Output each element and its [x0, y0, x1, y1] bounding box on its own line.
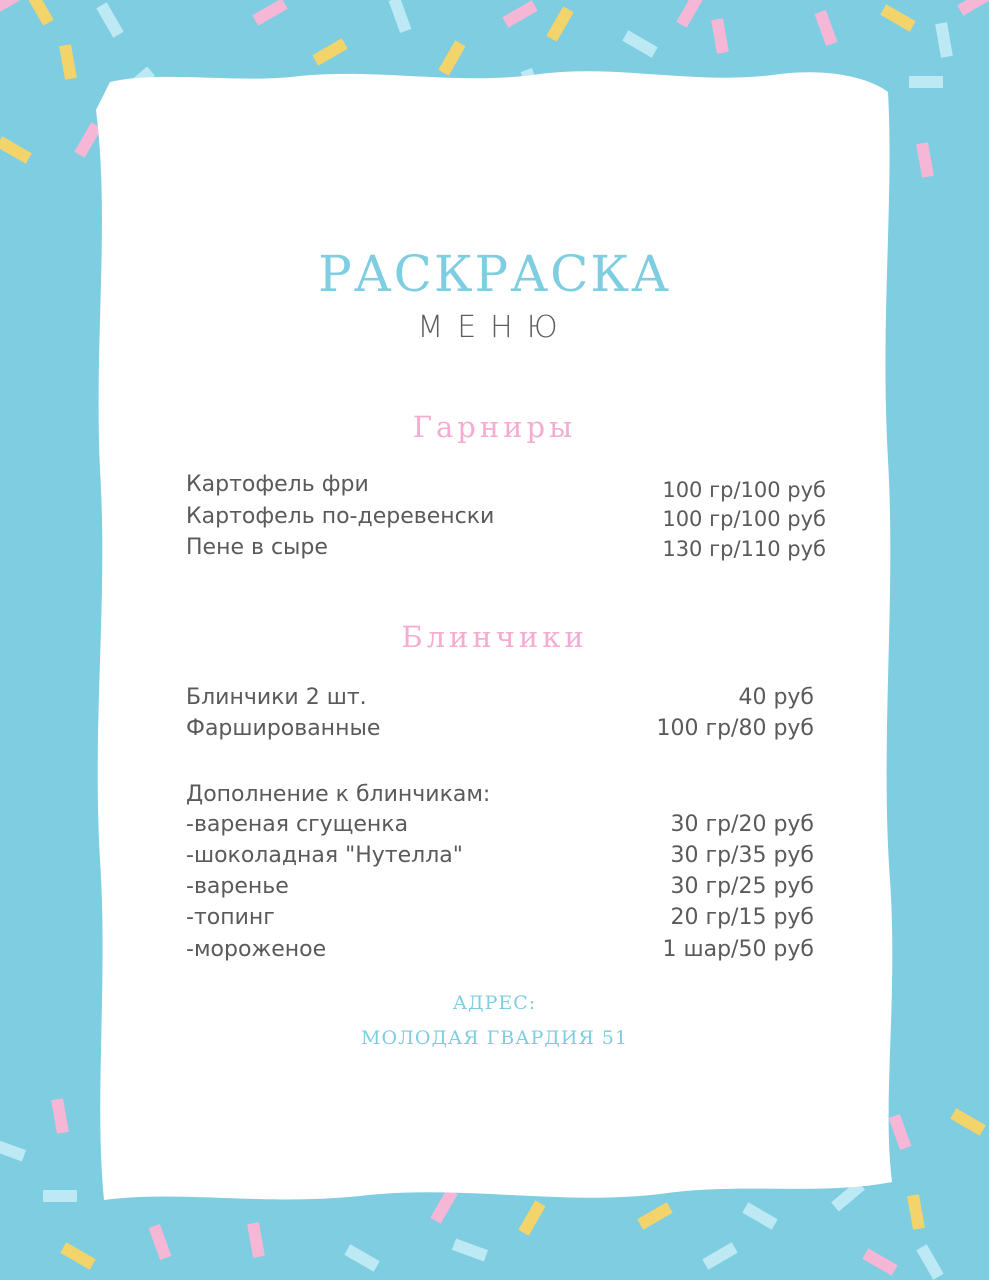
addon-name: -варенье	[186, 874, 289, 899]
addon-name: -мороженое	[186, 937, 327, 962]
menu-item	[186, 685, 814, 715]
item-price: 100 гр/100 руб	[662, 507, 826, 531]
addon-price: 20 гр/15 руб	[670, 905, 814, 930]
item-price: 130 гр/110 руб	[662, 537, 826, 561]
item-price: 100 гр/100 руб	[662, 478, 826, 502]
address-value: МОЛОДАЯ ГВАРДИЯ 51	[361, 1027, 628, 1049]
addon-item	[186, 905, 814, 935]
item-name: Пене в сыре	[186, 535, 328, 560]
menu-item	[186, 504, 826, 534]
item-name: Картофель по-деревенски	[186, 504, 495, 529]
menu-item	[186, 716, 814, 746]
addon-name: -шоколадная "Нутелла"	[186, 843, 463, 868]
addon-name: -вареная сгущенка	[186, 812, 409, 837]
item-price: 40 руб	[738, 685, 814, 710]
addon-price: 30 гр/35 руб	[670, 843, 814, 868]
address-label: АДРЕС:	[452, 992, 537, 1014]
addon-item	[186, 874, 814, 904]
section-title-pancakes: Блинчики	[401, 620, 588, 654]
addon-item	[186, 843, 814, 873]
menu-item	[186, 535, 826, 565]
item-name: Картофель фри	[186, 472, 369, 497]
item-name: Фаршированные	[186, 716, 381, 741]
item-price: 100 гр/80 руб	[656, 716, 814, 741]
menu-item	[186, 472, 826, 502]
addon-item	[186, 937, 814, 967]
addon-name: -топинг	[186, 905, 275, 930]
addon-item	[186, 812, 814, 842]
brand-title: РАСКРАСКА	[318, 245, 671, 303]
menu-subtitle: МЕНЮ	[417, 310, 572, 345]
section-title-garnishes: Гарниры	[412, 410, 577, 444]
addons-title: Дополнение к блинчикам:	[186, 782, 491, 807]
addon-price: 30 гр/25 руб	[670, 874, 814, 899]
item-name: Блинчики 2 шт.	[186, 685, 367, 710]
addon-price: 30 гр/20 руб	[670, 812, 814, 837]
addon-price: 1 шар/50 руб	[662, 937, 814, 962]
